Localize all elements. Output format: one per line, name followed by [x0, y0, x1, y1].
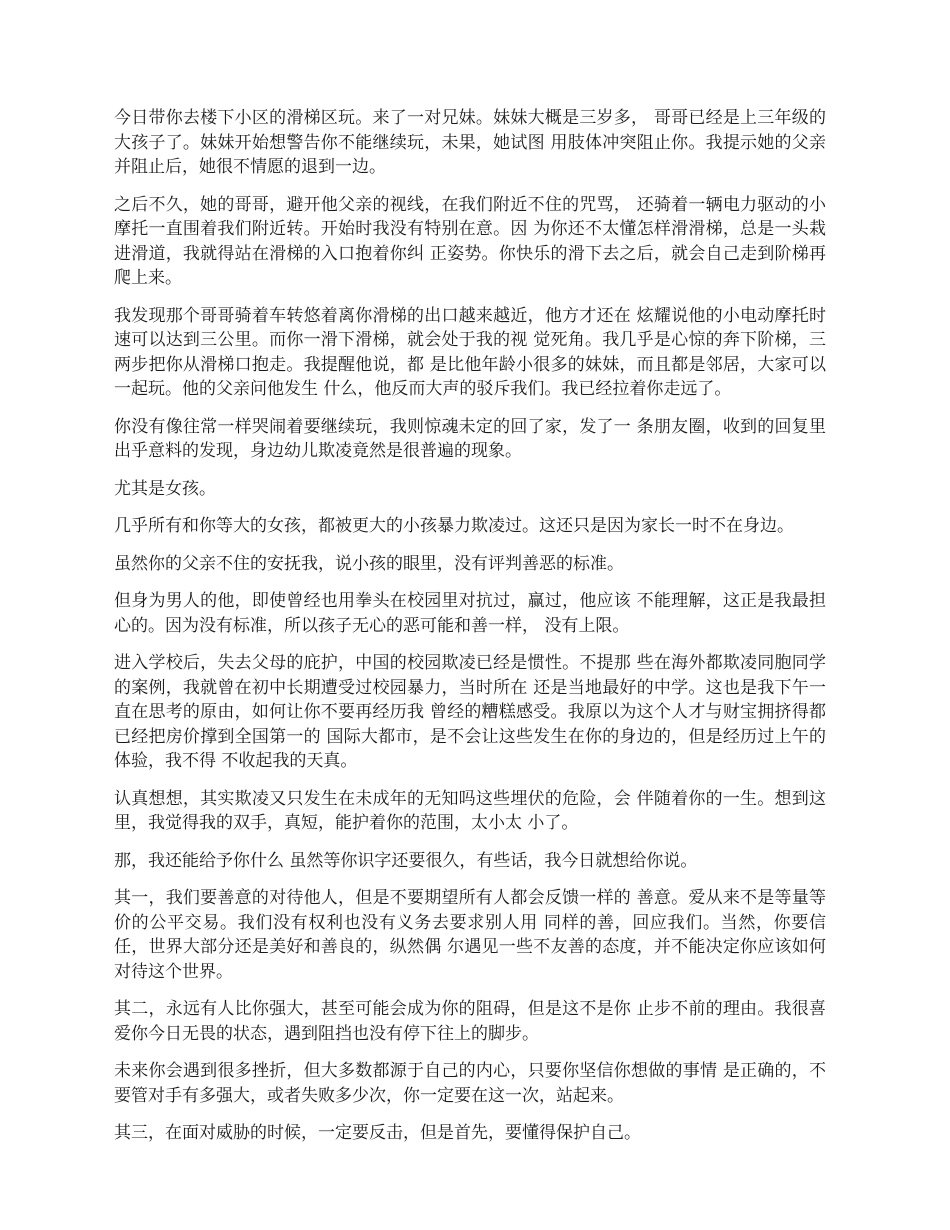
paragraph-3: 我发现那个哥哥骑着车转悠着离你滑梯的出口越来越近，他方才还在 炫耀说他的小电动摩托时速可以达到三公里。而你一滑下滑梯，就会处于我的视 觉死角。我几乎是心惊的奔下阶梯，三两步把你从滑梯口抱走。我提醒他说，都 是比他年龄小很多的妹妹，而且都是邻居，大家可以一起玩。他的父亲问他发生 什么，他反而大声的驳斥我们。我已经拉着你走远了。 [114, 305, 826, 399]
paragraph-14: 未来你会遇到很多挫折，但大多数都源于自己的内心，只要你坚信你想做的事情 是正确的，不要管对手有多强大，或者失败多少次，你一定要在这一次，站起来。 [114, 1061, 826, 1106]
paragraph-10: 认真想想，其实欺凌又只发生在未成年的无知吗这些埋伏的危险，会 伴随着你的一生。想到这里，我觉得我的双手，真短，能护着你的范围，太小太 小了。 [114, 788, 826, 833]
paragraph-12: 其一，我们要善意的对待他人，但是不要期望所有人都会反馈一样的 善意。爱从来不是等量等价的公平交易。我们没有权利也没有义务去要求别人用 同样的善，回应我们。当然，你要信任，世界大部分还是美好和善良的，纵然偶 尔遇见一些不友善的态度，并不能决定你应该如何对待这个世界。 [114, 888, 826, 982]
paragraph-15: 其三，在面对威胁的时候，一定要反击，但是首先，要懂得保护自己。 [114, 1123, 641, 1143]
paragraph-9: 进入学校后，失去父母的庇护，中国的校园欺凌已经是惯性。不提那 些在海外都欺凌同胞同学的案例，我就曾在初中长期遭受过校园暴力，当时所在 还是当地最好的中学。这也是我下午一直在思考的原由，如何让你不要再经历我 曾经的糟糕感受。我原以为这个人才与财宝拥挤得都已经把房价撑到全国第一的 国际大都市，是不会让这些发生在你的身边的，但是经历过上午的体验，我不得 不收起我的天真。 [114, 653, 826, 771]
paragraph-7: 虽然你的父亲不住的安抚我，说小孩的眼里，没有评判善恶的标准。 [114, 553, 624, 574]
paragraph-2: 之后不久，她的哥哥，避开他父亲的视线，在我们附近不住的咒骂， 还骑着一辆电力驱动的小摩托一直围着我们附近转。开始时我没有特别在意。因 为你还不太懂怎样滑滑梯，总是一头栽进滑道，我就得站在滑梯的入口抱着你纠 正姿势。你快乐的滑下去之后，就会自己走到阶梯再爬上来。 [114, 194, 826, 288]
paragraph-8: 但身为男人的他，即使曾经也用拳头在校园里对抗过，赢过，他应该 不能理解，这正是我最担心的。因为没有标准，所以孩子无心的恶可能和善一样， 没有上限。 [114, 591, 826, 636]
paragraph-6: 几乎所有和你等大的女孩，都被更大的小孩暴力欺凌过。这还只是因为家长一时不在身边。 [114, 516, 794, 536]
paragraph-13: 其二，永远有人比你强大，甚至可能会成为你的阻碍，但是这不是你 止步不前的理由。我很喜爱你今日无畏的状态，遇到阻挡也没有停下往上的脚步。 [114, 999, 826, 1044]
paragraph-4: 你没有像往常一样哭闹着要继续玩，我则惊魂未定的回了家，发了一 条朋友圈，收到的回复里出乎意料的发现，身边幼儿欺凌竟然是很普遍的现象。 [114, 416, 826, 461]
document-body [114, 106, 826, 1159]
paragraph-11: 那，我还能给予你什么 虽然等你识字还要很久，有些话，我今日就想给你说。 [114, 850, 698, 871]
paragraph-5: 尤其是女孩。 [114, 478, 216, 499]
paragraph-1: 今日带你去楼下小区的滑梯区玩。来了一对兄妹。妹妹大概是三岁多， 哥哥已经是上三年级的大孩子了。妹妹开始想警告你不能继续玩，未果，她试图 用肢体冲突阻止你。我提示她的父亲并阻止后，她很不情愿的退到一边。 [114, 108, 826, 177]
